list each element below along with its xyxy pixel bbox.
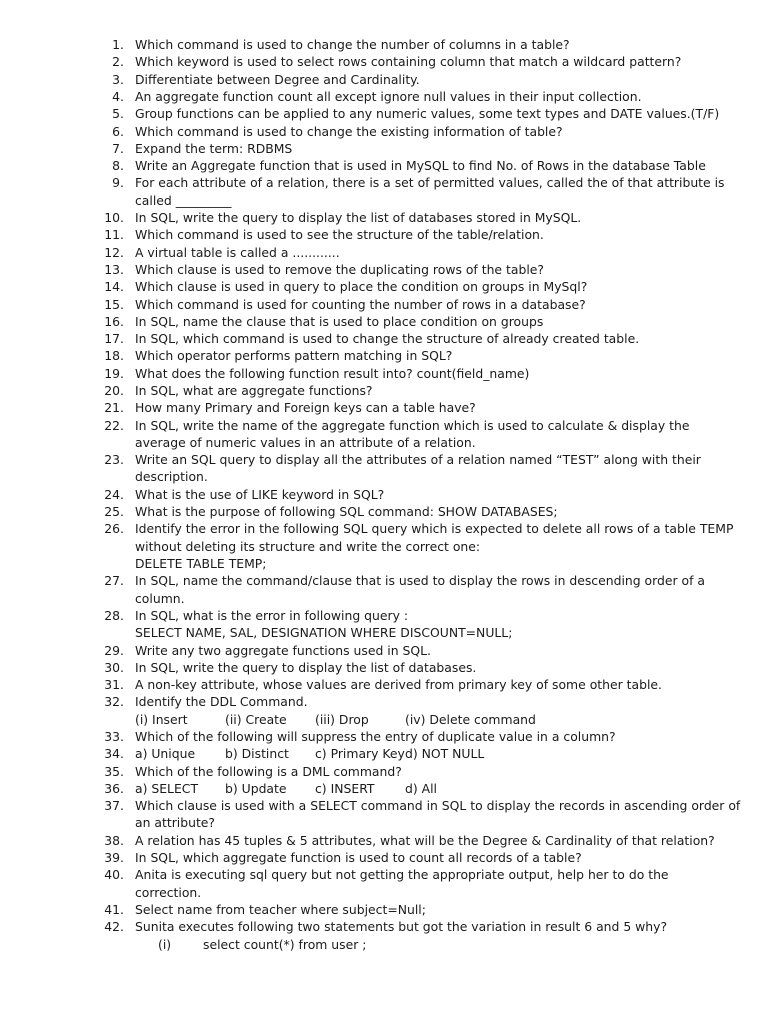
answer-option: (iv) Delete command [405,711,536,727]
question-line: column. [135,590,185,606]
question-text [135,866,695,901]
question-number: 24. [104,486,124,502]
question-text [135,174,725,209]
question-line: For each attribute of a relation, there is a set of permitted values, called the of that attribute is [135,175,725,191]
question-number: 36. [104,780,124,796]
question-number: 29. [104,642,124,658]
question-text [135,780,695,797]
answer-options [135,711,695,728]
answer-option: d) NOT NULL [405,746,485,762]
question-line: What does the following function result into? count(field_name) [135,365,530,381]
question-line: In SQL, write the query to display the list of databases stored in MySQL. [135,210,582,225]
question-line: Which operator performs pattern matching in SQL? [135,348,453,364]
question-line: correction. [135,884,202,900]
question-text [135,347,695,364]
question-number: 6. [112,123,124,139]
answer-options [135,780,695,797]
question-number: 18. [104,348,124,364]
answer-option: (i) Insert [135,711,188,727]
question-line: Which of the following will suppress the entry of duplicate value in a column? [135,729,616,744]
question-text [135,53,695,70]
question-line: In SQL, which command is used to change the structure of already created table. [135,331,640,347]
question-text [135,296,695,313]
question-text [135,417,695,452]
question-text [135,330,695,347]
question-line: Anita is executing sql query but not getting the appropriate output, help her to do the [135,867,669,883]
question-line: Sunita executes following two statements but got the variation in result 6 and 5 why? [135,919,668,935]
question-number: 4. [112,88,124,104]
question-line: What is the purpose of following SQL command: SHOW DATABASES; [135,504,558,520]
question-line: In SQL, which aggregate function is used to count all records of a table? [135,850,582,866]
sub-item-text: select count(*) from user ; [203,936,367,952]
question-number: 33. [104,729,124,744]
answer-option: a) SELECT [135,780,199,796]
question-text [135,659,695,676]
question-text [135,451,701,486]
answer-option: (iii) Drop [315,711,369,727]
question-number: 26. [104,521,124,537]
question-text [135,261,695,278]
question-line: Which of the following is a DML command? [135,763,402,779]
question-line: In SQL, name the clause that is used to place condition on groups [135,313,544,329]
question-number: 16. [104,313,124,329]
question-number: 35. [104,763,124,779]
question-line: How many Primary and Foreign keys can a table have? [135,400,476,416]
question-text [135,642,695,659]
question-line: called _________ [135,192,232,208]
question-text [135,226,695,243]
question-number: 15. [104,296,124,312]
question-text [135,745,695,762]
question-number: 10. [104,210,124,225]
question-text [135,607,695,642]
question-text [135,244,695,261]
question-text [135,901,695,918]
question-number: 5. [112,106,124,122]
question-text [135,278,695,295]
question-line: Identify the error in the following SQL query which is expected to delete all rows of a table TEMP [135,521,734,537]
question-number: 2. [112,54,124,70]
question-line: In SQL, write the query to display the list of databases. [135,659,477,675]
question-text [135,209,695,226]
question-text [135,572,706,607]
answer-option: c) Primary Key [315,746,405,762]
question-text [135,36,695,53]
question-text [135,71,695,88]
question-text [135,520,734,572]
question-text [135,849,695,866]
question-number: 37. [104,798,124,814]
question-number: 8. [112,158,124,174]
question-text [135,676,695,693]
question-number: 1. [112,37,124,52]
question-line: SELECT NAME, SAL, DESIGNATION WHERE DISCOUNT=NULL; [135,625,513,641]
question-line: Write an SQL query to display all the attributes of a relation named “TEST” along with their [135,452,701,468]
question-number: 14. [104,279,124,295]
question-line: Which command is used to change the number of columns in a table? [135,37,570,52]
question-line: Which keyword is used to select rows containing column that match a wildcard pattern? [135,54,682,70]
question-text [135,365,695,382]
question-text [135,313,695,330]
question-line: Which command is used to see the structure of the table/relation. [135,227,544,243]
question-number: 34. [104,746,124,762]
question-line: without deleting its structure and write the correct one: [135,538,481,554]
question-line: Which clause is used to remove the duplicating rows of the table? [135,261,544,277]
question-line: Which clause is used in query to place the condition on groups in MySql? [135,279,588,295]
question-text [135,382,695,399]
question-number: 38. [104,832,124,848]
question-line: Which command is used to change the existing information of table? [135,123,563,139]
question-line: In SQL, what is the error in following query : [135,607,409,623]
question-text [135,123,695,140]
question-number: 40. [104,867,124,883]
question-number: 21. [104,400,124,416]
answer-option: d) All [405,780,437,796]
question-number: 20. [104,383,124,398]
question-number: 11. [104,227,124,243]
question-number: 17. [104,331,124,347]
question-number: 12. [104,244,124,260]
question-number: 7. [112,140,124,156]
question-text [135,728,695,745]
question-number: 28. [104,607,124,623]
question-number: 27. [104,573,124,589]
question-text [135,763,695,780]
question-line: In SQL, write the name of the aggregate function which is used to calculate & display the [135,417,690,433]
question-number: 41. [104,902,124,917]
answer-option: b) Update [225,780,287,796]
answer-options [135,745,695,762]
question-text [135,486,695,503]
question-line: an attribute? [135,815,216,831]
question-line: Write an Aggregate function that is used in MySQL to find No. of Rows in the database Table [135,158,706,174]
answer-option: a) Unique [135,746,196,762]
question-text [135,88,695,105]
question-text [135,140,695,157]
question-text [135,399,695,416]
question-number: 32. [104,694,124,710]
question-number: 30. [104,659,124,675]
sub-item-label: (i) [158,936,172,952]
question-line: description. [135,469,208,485]
question-line: A non-key attribute, whose values are derived from primary key of some other table. [135,677,662,693]
question-line: Differentiate between Degree and Cardinality. [135,71,420,87]
question-line: Select name from teacher where subject=Null; [135,902,426,917]
answer-option: (ii) Create [225,711,287,727]
question-line: In SQL, what are aggregate functions? [135,383,373,398]
question-number: 9. [112,175,124,191]
question-text [135,832,715,849]
question-line: Group functions can be applied to any numeric values, some text types and DATE values.(T/F) [135,106,720,122]
question-line: average of numeric values in an attribute of a relation. [135,434,476,450]
question-line: DELETE TABLE TEMP; [135,555,267,571]
question-text [135,918,695,935]
answer-option: c) INSERT [315,780,375,796]
question-number: 25. [104,504,124,520]
question-line: A virtual table is called a ............ [135,244,340,260]
question-text [135,105,720,122]
question-text [135,503,695,520]
question-line: In SQL, name the command/clause that is used to display the rows in descending order of a [135,573,706,589]
question-line: Expand the term: RDBMS [135,140,293,156]
question-number: 19. [104,365,124,381]
question-line: A relation has 45 tuples & 5 attributes, what will be the Degree & Cardinality of that relation? [135,832,715,848]
question-number: 39. [104,850,124,866]
question-number: 31. [104,677,124,693]
question-number: 13. [104,261,124,277]
question-number: 22. [104,417,124,433]
answer-option: b) Distinct [225,746,289,762]
question-line: What is the use of LIKE keyword in SQL? [135,486,385,502]
question-number: 42. [104,919,124,935]
question-number: 3. [112,71,124,87]
question-line: Write any two aggregate functions used in SQL. [135,642,431,658]
question-line: Which clause is used with a SELECT command in SQL to display the records in ascending order of [135,798,741,814]
question-line: Which command is used for counting the number of rows in a database? [135,296,586,312]
question-line: Identify the DDL Command. [135,694,308,710]
question-text [135,157,706,174]
question-text [135,693,695,728]
question-number: 23. [104,452,124,468]
question-line: An aggregate function count all except ignore null values in their input collection. [135,88,642,104]
question-text [135,797,741,832]
